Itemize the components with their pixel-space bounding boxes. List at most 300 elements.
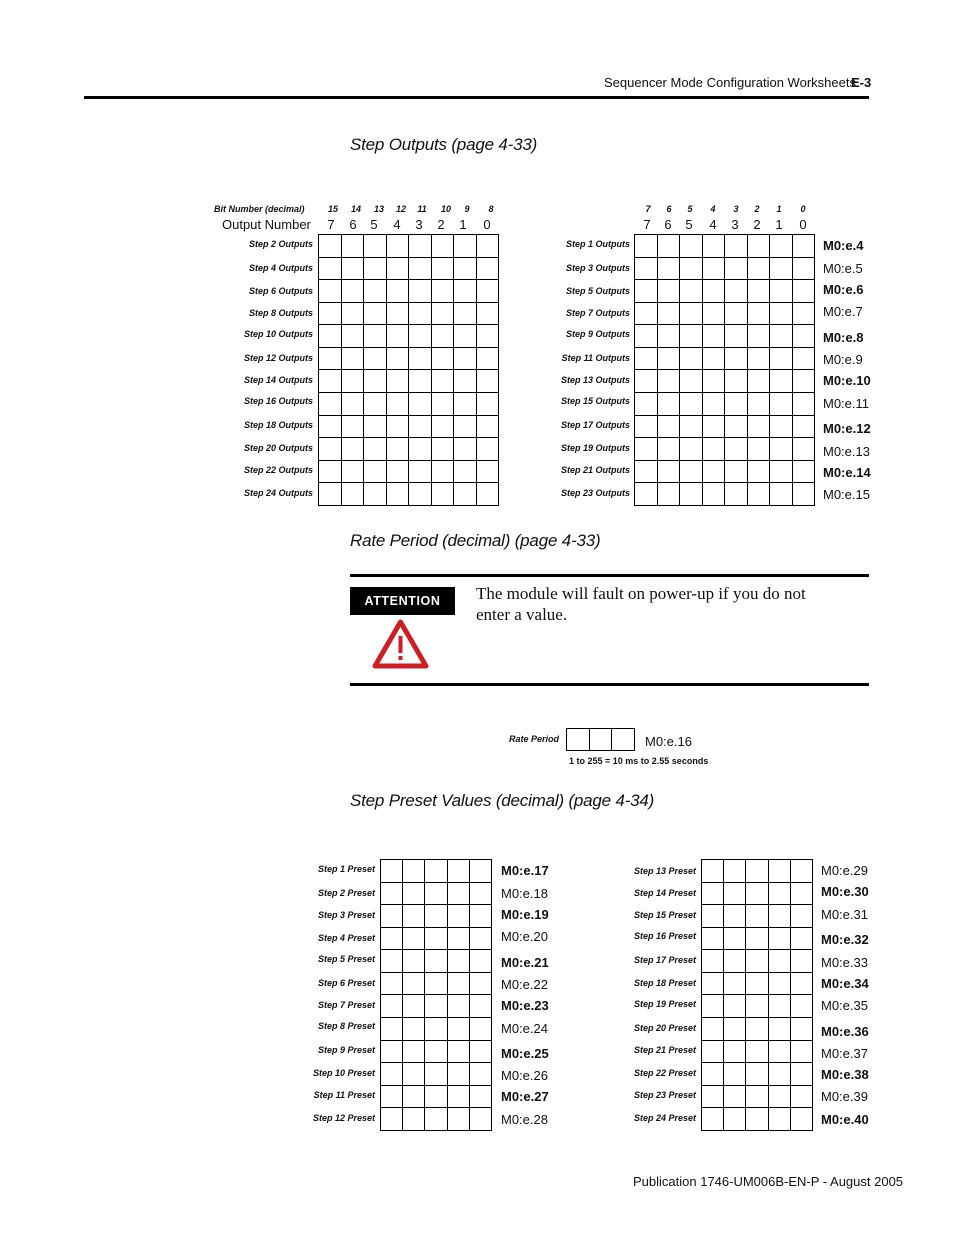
output-bit-cell[interactable] [341,280,364,303]
output-bit-cell[interactable] [635,235,658,258]
output-bit-cell[interactable] [635,415,658,438]
output-bit-cell[interactable] [454,370,477,393]
output-bit-cell[interactable] [680,302,703,325]
output-bit-cell[interactable] [792,483,815,506]
output-bit-cell[interactable] [770,438,793,461]
output-bit-cell[interactable] [635,347,658,370]
preset-digit-cell[interactable] [425,1018,447,1041]
output-bit-cell[interactable] [770,257,793,280]
output-bit-cell[interactable] [725,235,748,258]
output-bit-cell[interactable] [725,347,748,370]
output-bit-cell[interactable] [747,235,770,258]
output-bit-cell[interactable] [792,415,815,438]
output-bit-cell[interactable] [386,257,409,280]
output-bit-cell[interactable] [341,347,364,370]
rate-digit-cell[interactable] [612,729,635,751]
output-bit-cell[interactable] [409,235,432,258]
output-bit-cell[interactable] [341,325,364,348]
output-bit-cell[interactable] [792,280,815,303]
step-outputs-right-grid[interactable] [634,234,815,506]
output-bit-cell[interactable] [431,460,454,483]
output-bit-cell[interactable] [409,257,432,280]
output-bit-cell[interactable] [319,438,342,461]
output-bit-cell[interactable] [454,347,477,370]
output-bit-cell[interactable] [635,280,658,303]
output-bit-cell[interactable] [364,257,387,280]
preset-digit-cell[interactable] [425,927,447,950]
output-bit-cell[interactable] [792,257,815,280]
output-bit-cell[interactable] [364,302,387,325]
output-bit-cell[interactable] [770,460,793,483]
output-bit-cell[interactable] [657,347,680,370]
output-bit-cell[interactable] [680,483,703,506]
output-bit-cell[interactable] [657,370,680,393]
output-bit-cell[interactable] [657,235,680,258]
output-bit-cell[interactable] [747,483,770,506]
output-bit-cell[interactable] [386,280,409,303]
preset-digit-cell[interactable] [746,1085,768,1108]
output-bit-cell[interactable] [409,483,432,506]
output-bit-cell[interactable] [725,438,748,461]
preset-digit-cell[interactable] [746,860,768,883]
preset-digit-cell[interactable] [768,905,790,928]
preset-digit-cell[interactable] [702,860,724,883]
preset-digit-cell[interactable] [702,995,724,1018]
output-bit-cell[interactable] [319,325,342,348]
output-bit-cell[interactable] [792,460,815,483]
output-bit-cell[interactable] [431,257,454,280]
preset-digit-cell[interactable] [790,950,812,973]
output-bit-cell[interactable] [319,302,342,325]
output-bit-cell[interactable] [476,460,499,483]
output-bit-cell[interactable] [454,302,477,325]
preset-digit-cell[interactable] [381,1085,403,1108]
output-bit-cell[interactable] [725,415,748,438]
output-bit-cell[interactable] [341,302,364,325]
preset-digit-cell[interactable] [790,995,812,1018]
output-bit-cell[interactable] [747,280,770,303]
preset-digit-cell[interactable] [381,1063,403,1086]
preset-digit-cell[interactable] [425,860,447,883]
output-bit-cell[interactable] [431,415,454,438]
preset-digit-cell[interactable] [403,995,425,1018]
output-bit-cell[interactable] [409,415,432,438]
output-bit-cell[interactable] [702,460,725,483]
output-bit-cell[interactable] [454,257,477,280]
output-bit-cell[interactable] [657,325,680,348]
output-bit-cell[interactable] [657,438,680,461]
preset-digit-cell[interactable] [425,1063,447,1086]
step-outputs-left-grid[interactable] [318,234,499,506]
preset-digit-cell[interactable] [746,950,768,973]
preset-digit-cell[interactable] [790,882,812,905]
output-bit-cell[interactable] [454,325,477,348]
output-bit-cell[interactable] [702,302,725,325]
preset-digit-cell[interactable] [702,972,724,995]
output-bit-cell[interactable] [386,483,409,506]
output-bit-cell[interactable] [770,235,793,258]
preset-digit-cell[interactable] [403,950,425,973]
output-bit-cell[interactable] [409,393,432,416]
preset-digit-cell[interactable] [403,905,425,928]
output-bit-cell[interactable] [747,325,770,348]
output-bit-cell[interactable] [747,393,770,416]
output-bit-cell[interactable] [657,483,680,506]
preset-digit-cell[interactable] [403,1108,425,1131]
preset-digit-cell[interactable] [790,1108,812,1131]
output-bit-cell[interactable] [657,415,680,438]
output-bit-cell[interactable] [364,460,387,483]
output-bit-cell[interactable] [680,393,703,416]
output-bit-cell[interactable] [341,438,364,461]
output-bit-cell[interactable] [702,393,725,416]
preset-digit-cell[interactable] [381,860,403,883]
output-bit-cell[interactable] [635,325,658,348]
output-bit-cell[interactable] [725,370,748,393]
output-bit-cell[interactable] [747,302,770,325]
preset-digit-cell[interactable] [425,905,447,928]
output-bit-cell[interactable] [792,370,815,393]
preset-digit-cell[interactable] [403,972,425,995]
preset-digit-cell[interactable] [768,972,790,995]
preset-digit-cell[interactable] [724,882,746,905]
output-bit-cell[interactable] [386,325,409,348]
output-bit-cell[interactable] [409,280,432,303]
output-bit-cell[interactable] [409,460,432,483]
output-bit-cell[interactable] [431,302,454,325]
output-bit-cell[interactable] [386,415,409,438]
output-bit-cell[interactable] [747,347,770,370]
output-bit-cell[interactable] [431,347,454,370]
preset-digit-cell[interactable] [790,1018,812,1041]
preset-digit-cell[interactable] [768,1018,790,1041]
preset-digit-cell[interactable] [702,1085,724,1108]
output-bit-cell[interactable] [319,415,342,438]
preset-digit-cell[interactable] [425,1085,447,1108]
output-bit-cell[interactable] [725,302,748,325]
preset-digit-cell[interactable] [381,1018,403,1041]
preset-digit-cell[interactable] [425,1040,447,1063]
preset-digit-cell[interactable] [447,1040,469,1063]
output-bit-cell[interactable] [792,438,815,461]
output-bit-cell[interactable] [770,325,793,348]
output-bit-cell[interactable] [341,257,364,280]
preset-digit-cell[interactable] [469,1108,491,1131]
preset-digit-cell[interactable] [724,1018,746,1041]
output-bit-cell[interactable] [319,370,342,393]
preset-digit-cell[interactable] [790,1063,812,1086]
output-bit-cell[interactable] [702,347,725,370]
output-bit-cell[interactable] [319,460,342,483]
preset-digit-cell[interactable] [746,1063,768,1086]
output-bit-cell[interactable] [747,415,770,438]
output-bit-cell[interactable] [725,460,748,483]
output-bit-cell[interactable] [702,280,725,303]
preset-digit-cell[interactable] [469,950,491,973]
output-bit-cell[interactable] [409,370,432,393]
rate-digit-cell[interactable] [589,729,612,751]
output-bit-cell[interactable] [770,483,793,506]
output-bit-cell[interactable] [319,280,342,303]
output-bit-cell[interactable] [747,370,770,393]
output-bit-cell[interactable] [476,347,499,370]
output-bit-cell[interactable] [454,235,477,258]
output-bit-cell[interactable] [454,280,477,303]
preset-digit-cell[interactable] [381,972,403,995]
preset-digit-cell[interactable] [469,1063,491,1086]
preset-digit-cell[interactable] [425,882,447,905]
output-bit-cell[interactable] [476,257,499,280]
output-bit-cell[interactable] [364,415,387,438]
preset-digit-cell[interactable] [447,1063,469,1086]
output-bit-cell[interactable] [319,347,342,370]
preset-digit-cell[interactable] [447,1018,469,1041]
preset-digit-cell[interactable] [724,1085,746,1108]
output-bit-cell[interactable] [635,438,658,461]
output-bit-cell[interactable] [364,370,387,393]
preset-digit-cell[interactable] [381,927,403,950]
output-bit-cell[interactable] [386,438,409,461]
output-bit-cell[interactable] [364,280,387,303]
output-bit-cell[interactable] [319,393,342,416]
output-bit-cell[interactable] [341,415,364,438]
preset-digit-cell[interactable] [702,1063,724,1086]
output-bit-cell[interactable] [386,460,409,483]
preset-digit-cell[interactable] [724,1108,746,1131]
output-bit-cell[interactable] [341,393,364,416]
output-bit-cell[interactable] [770,393,793,416]
preset-digit-cell[interactable] [425,950,447,973]
output-bit-cell[interactable] [476,325,499,348]
preset-digit-cell[interactable] [447,905,469,928]
output-bit-cell[interactable] [792,302,815,325]
output-bit-cell[interactable] [702,370,725,393]
preset-digit-cell[interactable] [746,905,768,928]
output-bit-cell[interactable] [657,257,680,280]
output-bit-cell[interactable] [341,460,364,483]
preset-digit-cell[interactable] [447,1085,469,1108]
output-bit-cell[interactable] [792,347,815,370]
output-bit-cell[interactable] [657,393,680,416]
output-bit-cell[interactable] [409,438,432,461]
output-bit-cell[interactable] [364,393,387,416]
output-bit-cell[interactable] [319,483,342,506]
preset-digit-cell[interactable] [790,905,812,928]
preset-digit-cell[interactable] [724,995,746,1018]
preset-digit-cell[interactable] [403,927,425,950]
output-bit-cell[interactable] [476,370,499,393]
output-bit-cell[interactable] [725,257,748,280]
output-bit-cell[interactable] [431,370,454,393]
preset-digit-cell[interactable] [790,927,812,950]
preset-digit-cell[interactable] [724,972,746,995]
preset-digit-cell[interactable] [702,905,724,928]
preset-digit-cell[interactable] [768,882,790,905]
output-bit-cell[interactable] [454,483,477,506]
output-bit-cell[interactable] [386,235,409,258]
preset-digit-cell[interactable] [790,860,812,883]
preset-digit-cell[interactable] [447,860,469,883]
preset-digit-cell[interactable] [746,927,768,950]
output-bit-cell[interactable] [476,235,499,258]
output-bit-cell[interactable] [680,347,703,370]
output-bit-cell[interactable] [364,325,387,348]
output-bit-cell[interactable] [476,393,499,416]
preset-digit-cell[interactable] [469,1085,491,1108]
output-bit-cell[interactable] [747,257,770,280]
preset-digit-cell[interactable] [724,860,746,883]
preset-digit-cell[interactable] [768,860,790,883]
output-bit-cell[interactable] [454,415,477,438]
output-bit-cell[interactable] [725,393,748,416]
preset-digit-cell[interactable] [702,950,724,973]
preset-digit-cell[interactable] [447,1108,469,1131]
output-bit-cell[interactable] [431,235,454,258]
output-bit-cell[interactable] [476,280,499,303]
preset-digit-cell[interactable] [746,1040,768,1063]
output-bit-cell[interactable] [476,483,499,506]
output-bit-cell[interactable] [702,415,725,438]
output-bit-cell[interactable] [476,302,499,325]
output-bit-cell[interactable] [454,460,477,483]
preset-digit-cell[interactable] [790,1085,812,1108]
output-bit-cell[interactable] [792,235,815,258]
preset-digit-cell[interactable] [768,995,790,1018]
output-bit-cell[interactable] [319,257,342,280]
output-bit-cell[interactable] [770,280,793,303]
output-bit-cell[interactable] [635,302,658,325]
output-bit-cell[interactable] [725,280,748,303]
preset-digit-cell[interactable] [381,995,403,1018]
output-bit-cell[interactable] [386,347,409,370]
output-bit-cell[interactable] [680,460,703,483]
preset-digit-cell[interactable] [447,882,469,905]
output-bit-cell[interactable] [454,438,477,461]
output-bit-cell[interactable] [680,325,703,348]
preset-digit-cell[interactable] [381,905,403,928]
preset-digit-cell[interactable] [403,1063,425,1086]
rate-digit-cell[interactable] [567,729,590,751]
output-bit-cell[interactable] [386,370,409,393]
preset-digit-cell[interactable] [768,950,790,973]
output-bit-cell[interactable] [680,415,703,438]
output-bit-cell[interactable] [680,280,703,303]
output-bit-cell[interactable] [431,393,454,416]
preset-digit-cell[interactable] [768,1040,790,1063]
output-bit-cell[interactable] [680,235,703,258]
output-bit-cell[interactable] [702,325,725,348]
preset-digit-cell[interactable] [724,905,746,928]
output-bit-cell[interactable] [747,460,770,483]
output-bit-cell[interactable] [431,438,454,461]
output-bit-cell[interactable] [431,483,454,506]
preset-digit-cell[interactable] [702,1108,724,1131]
output-bit-cell[interactable] [635,257,658,280]
output-bit-cell[interactable] [386,302,409,325]
preset-digit-cell[interactable] [403,860,425,883]
preset-digit-cell[interactable] [724,1040,746,1063]
preset-digit-cell[interactable] [768,1063,790,1086]
preset-digit-cell[interactable] [381,882,403,905]
preset-digit-cell[interactable] [425,995,447,1018]
output-bit-cell[interactable] [657,460,680,483]
output-bit-cell[interactable] [386,393,409,416]
preset-digit-cell[interactable] [447,927,469,950]
output-bit-cell[interactable] [747,438,770,461]
preset-digit-cell[interactable] [447,950,469,973]
preset-digit-cell[interactable] [469,927,491,950]
preset-digit-cell[interactable] [381,1040,403,1063]
output-bit-cell[interactable] [409,347,432,370]
output-bit-cell[interactable] [341,235,364,258]
output-bit-cell[interactable] [725,483,748,506]
step-presets-left-grid[interactable] [380,859,492,1131]
preset-digit-cell[interactable] [746,972,768,995]
preset-digit-cell[interactable] [469,882,491,905]
preset-digit-cell[interactable] [447,995,469,1018]
output-bit-cell[interactable] [770,370,793,393]
output-bit-cell[interactable] [725,325,748,348]
output-bit-cell[interactable] [635,483,658,506]
output-bit-cell[interactable] [702,235,725,258]
output-bit-cell[interactable] [364,347,387,370]
output-bit-cell[interactable] [770,415,793,438]
preset-digit-cell[interactable] [790,1040,812,1063]
preset-digit-cell[interactable] [746,995,768,1018]
output-bit-cell[interactable] [364,235,387,258]
output-bit-cell[interactable] [657,280,680,303]
preset-digit-cell[interactable] [403,882,425,905]
output-bit-cell[interactable] [635,460,658,483]
output-bit-cell[interactable] [680,370,703,393]
preset-digit-cell[interactable] [746,1018,768,1041]
output-bit-cell[interactable] [770,347,793,370]
output-bit-cell[interactable] [364,438,387,461]
output-bit-cell[interactable] [454,393,477,416]
preset-digit-cell[interactable] [768,1108,790,1131]
preset-digit-cell[interactable] [403,1040,425,1063]
output-bit-cell[interactable] [431,325,454,348]
preset-digit-cell[interactable] [381,1108,403,1131]
preset-digit-cell[interactable] [746,882,768,905]
output-bit-cell[interactable] [635,370,658,393]
output-bit-cell[interactable] [770,302,793,325]
output-bit-cell[interactable] [431,280,454,303]
preset-digit-cell[interactable] [469,995,491,1018]
preset-digit-cell[interactable] [768,927,790,950]
preset-digit-cell[interactable] [702,1018,724,1041]
output-bit-cell[interactable] [319,235,342,258]
preset-digit-cell[interactable] [790,972,812,995]
preset-digit-cell[interactable] [469,860,491,883]
preset-digit-cell[interactable] [425,1108,447,1131]
output-bit-cell[interactable] [702,438,725,461]
rate-period-input-boxes[interactable] [566,728,635,751]
output-bit-cell[interactable] [341,370,364,393]
preset-digit-cell[interactable] [768,1085,790,1108]
output-bit-cell[interactable] [364,483,387,506]
preset-digit-cell[interactable] [746,1108,768,1131]
preset-digit-cell[interactable] [469,1018,491,1041]
preset-digit-cell[interactable] [724,1063,746,1086]
preset-digit-cell[interactable] [469,1040,491,1063]
preset-digit-cell[interactable] [724,950,746,973]
output-bit-cell[interactable] [657,302,680,325]
output-bit-cell[interactable] [702,257,725,280]
output-bit-cell[interactable] [680,438,703,461]
output-bit-cell[interactable] [476,438,499,461]
preset-digit-cell[interactable] [447,972,469,995]
